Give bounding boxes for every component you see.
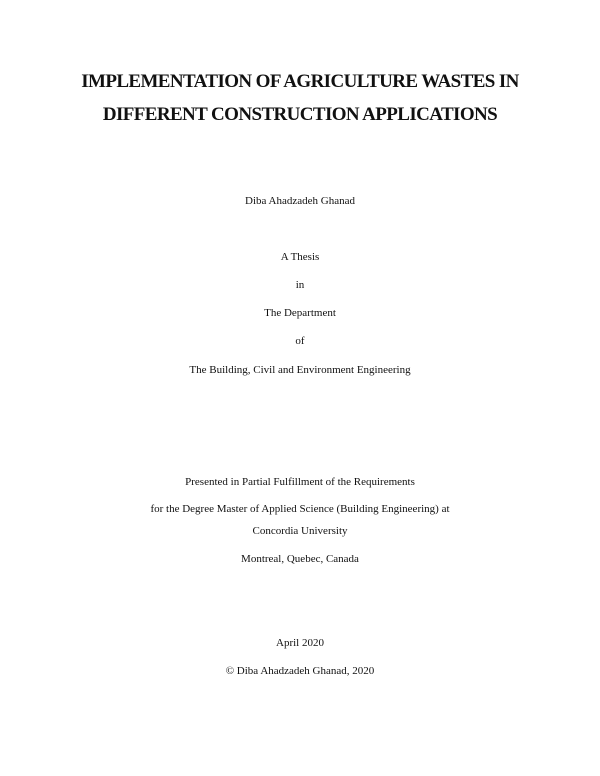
location: Montreal, Quebec, Canada: [241, 553, 359, 565]
title-line-1: IMPLEMENTATION OF AGRICULTURE WASTES IN: [81, 71, 519, 92]
thesis-in: in: [295, 279, 305, 291]
submission-date: April 2020: [276, 637, 324, 649]
department-of: of: [295, 335, 305, 347]
department-label: The Department: [264, 307, 336, 319]
university-name: Concordia University: [252, 525, 348, 537]
presentation-line-1: Presented in Partial Fulfillment of the Requirements: [185, 476, 415, 488]
title-line-2: DIFFERENT CONSTRUCTION APPLICATIONS: [102, 104, 498, 125]
author-name: Diba Ahadzadeh Ghanad: [245, 195, 355, 207]
thesis-label: A Thesis: [280, 251, 320, 263]
presentation-line-2: for the Degree Master of Applied Science (Building Engineering) at: [150, 503, 450, 515]
department-name: The Building, Civil and Environment Engineering: [189, 364, 411, 376]
copyright-notice: © Diba Ahadzadeh Ghanad, 2020: [225, 665, 375, 677]
